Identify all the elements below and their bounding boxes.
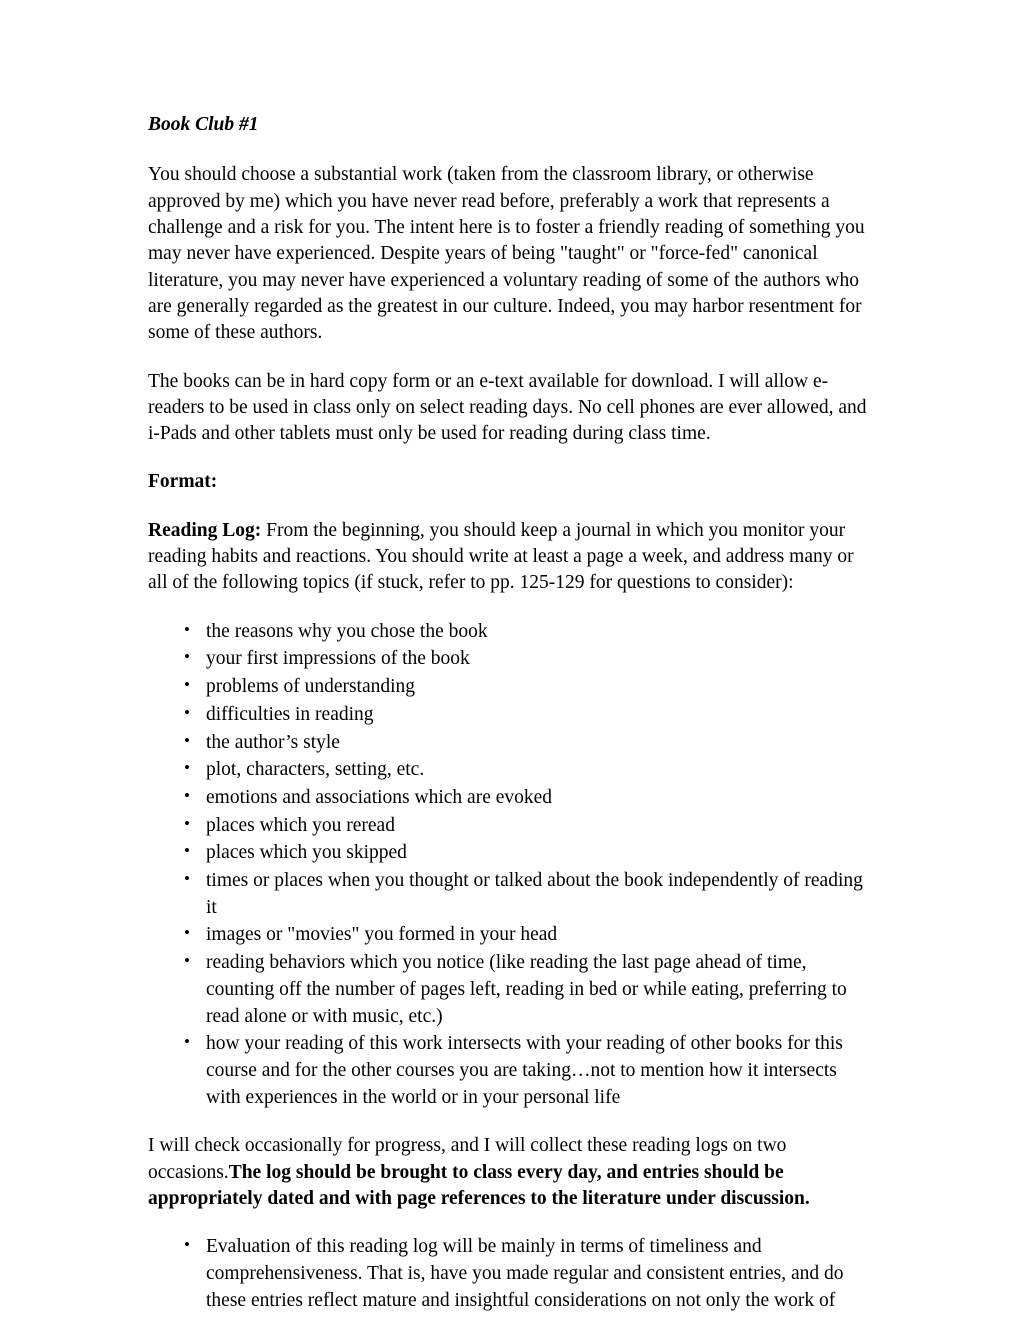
document-body [148,112,872,1314]
paragraph-intro: You should choose a substantial work (taken from the classroom library, or otherwise approved by me) which you have never read before, preferably a work that represents a challenge and a risk for you. The intent here is to foster a friendly reading of something you may never have experienced. Despite years of being "taught" or "force-fed" canonical literature, you may never have experienced a voluntary reading of some of the authors who are generally regarded as the greatest in our culture. Indeed, you may harbor resentment for some of these authors. [148,164,865,344]
list-item: • the author’s style [184,730,872,757]
list-item: • how your reading of this work intersects with your reading of other books for this course and for the other courses you are taking…not to mention how it intersects with experiences in the world or in your personal life [184,1031,872,1111]
list-item: • plot, characters, setting, etc. [184,757,872,784]
list-item: • times or places when you thought or talked about the book independently of reading it [184,868,872,921]
reading-log-text: From the beginning, you should keep a journal in which you monitor your reading habits and reactions. You should write at least a page a week, and address many or all of the following topics (if stuck, refer to pp. 125-129 for questions to consider): [148,519,854,594]
topics-list [148,619,872,1112]
list-item: • difficulties in reading [184,702,872,729]
list-item: • places which you skipped [184,840,872,867]
paragraph-formats: The books can be in hard copy form or an e-text available for download. I will allow e-readers to be used in class only on select reading days. No cell phones are ever allowed, and i-Pads and other tablets must only be used for reading during class time. [148,370,867,445]
list-item: • Evaluation of this reading log will be mainly in terms of timeliness and comprehensiveness. That is, have you made regular and consistent entries, and do these entries reflect mature and insightful considerations on not only the work of [184,1234,872,1314]
list-item: • the reasons why you chose the book [184,619,872,646]
evaluation-list [148,1234,872,1314]
list-item: • your first impressions of the book [184,646,872,673]
list-item: • problems of understanding [184,674,872,701]
collection-text: I will check occasionally for progress, and I will collect these reading logs on two occasions. [148,1135,787,1183]
collection-bold-text: The log should be brought to class every day, and entries should be appropriately dated and with page references to the literature under discussion. [148,1161,810,1209]
list-item: • images or "movies" you formed in your head [184,922,872,949]
format-heading: Format: [148,471,218,493]
list-item: • reading behaviors which you notice (like reading the last page ahead of time, counting off the number of pages left, reading in bed or while eating, preferring to read alone or with music, etc.) [184,950,872,1030]
reading-log-paragraph [148,518,872,597]
list-item: • emotions and associations which are evoked [184,785,872,812]
page-title: Book Club #1 [148,114,259,135]
list-item: • places which you reread [184,813,872,840]
reading-log-label: Reading Log: [148,519,262,541]
collection-paragraph [148,1133,872,1212]
